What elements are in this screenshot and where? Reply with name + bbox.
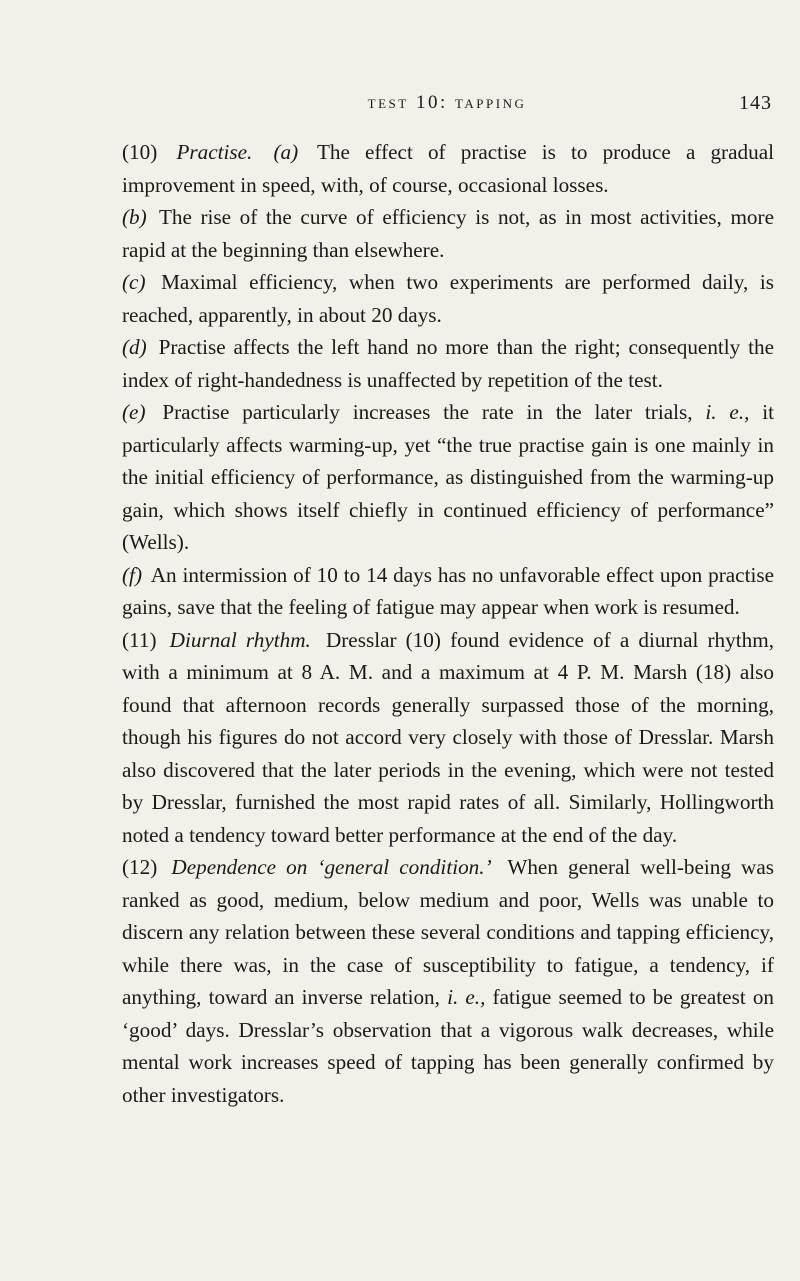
section-number: (10) xyxy=(122,140,158,164)
paragraph-text: The rise of the curve of efficiency is not, as in most activities, more rapid at the beginning than elsewhere. xyxy=(122,205,774,262)
paragraph-10d xyxy=(122,331,774,396)
paragraph-text: Dresslar (10) found evidence of a diurnal rhythm, with a minimum at 8 A. M. and a maximum at 4 P. M. Marsh (18) also found that afternoon records generally surpassed those of the morning, though his figures do not accord very closely with those of Dresslar. Marsh also discovered that the later periods in the evening, which were not tested by Dresslar, furnished the most rapid rates of all. Similarly, Hollingworth noted a tendency toward better performance at the end of the day. xyxy=(122,627,774,847)
paragraph-10e xyxy=(122,396,774,559)
sub-label: (b) xyxy=(122,205,147,229)
page-number: 143 xyxy=(739,92,772,114)
section-number: (11) xyxy=(122,627,157,652)
section-number: (12) xyxy=(122,855,158,879)
sub-label: (f) xyxy=(122,562,142,587)
sub-label: (d) xyxy=(122,335,147,359)
ie-abbreviation: i. e., xyxy=(705,400,750,424)
paragraph-10c xyxy=(122,266,774,331)
paragraph-11 xyxy=(122,624,774,852)
paragraph-text: When general well-being was ranked as good, medium, below medium and poor, Wells was unable to discern any relation between these several conditions and tapping efficiency, while there was, in the case of susceptibility to fatigue, a tendency, if anything, toward an inverse relation, xyxy=(122,855,775,1009)
paragraph-text: The effect of practise is to produce a gradual improvement in speed, with, of course, occasional losses. xyxy=(122,140,774,197)
section-heading: Dependence on ‘general condition.’ xyxy=(171,855,492,879)
sub-label: (c) xyxy=(122,270,146,294)
sub-label: (e) xyxy=(122,400,146,424)
paragraph-text: fatigue seemed to be greatest on ‘good’ days. Dresslar’s observation that a vigorous walk decreases, while mental work increases speed of tapping has been generally confirmed by other investigators. xyxy=(122,985,775,1107)
paragraph-10b xyxy=(122,201,774,266)
paragraph-text: it particularly affects warming-up, yet “the true practise gain is one mainly in the initial efficiency of performance, as distinguished from the warming-up gain, which shows itself chiefly in continued efficiency of performance” (Wells). xyxy=(122,400,775,554)
running-head xyxy=(122,92,772,122)
sub-label: (a) xyxy=(273,140,299,164)
paragraph-text: Practise particularly increases the rate in the later trials, xyxy=(162,400,693,424)
running-title: test 10: tapping xyxy=(367,92,527,113)
paragraph-12 xyxy=(122,851,774,1111)
paragraph-text: Maximal efficiency, when two experiments are performed daily, is reached, apparently, in about 20 days. xyxy=(122,270,774,327)
paragraph-text: Practise affects the left hand no more than the right; consequently the index of right-handedness is unaffected by repetition of the test. xyxy=(122,335,775,392)
section-heading: Diurnal rhythm. xyxy=(169,627,311,652)
ie-abbreviation: i. e., xyxy=(447,985,486,1009)
body-text xyxy=(122,136,774,1111)
section-heading: Practise. xyxy=(176,140,253,164)
paragraph-text: An intermission of 10 to 14 days has no unfavorable effect upon practise gains, save that the feeling of fatigue may appear when work is resumed. xyxy=(122,562,774,619)
paragraph-10a xyxy=(122,136,774,201)
paragraph-10f xyxy=(122,559,774,624)
